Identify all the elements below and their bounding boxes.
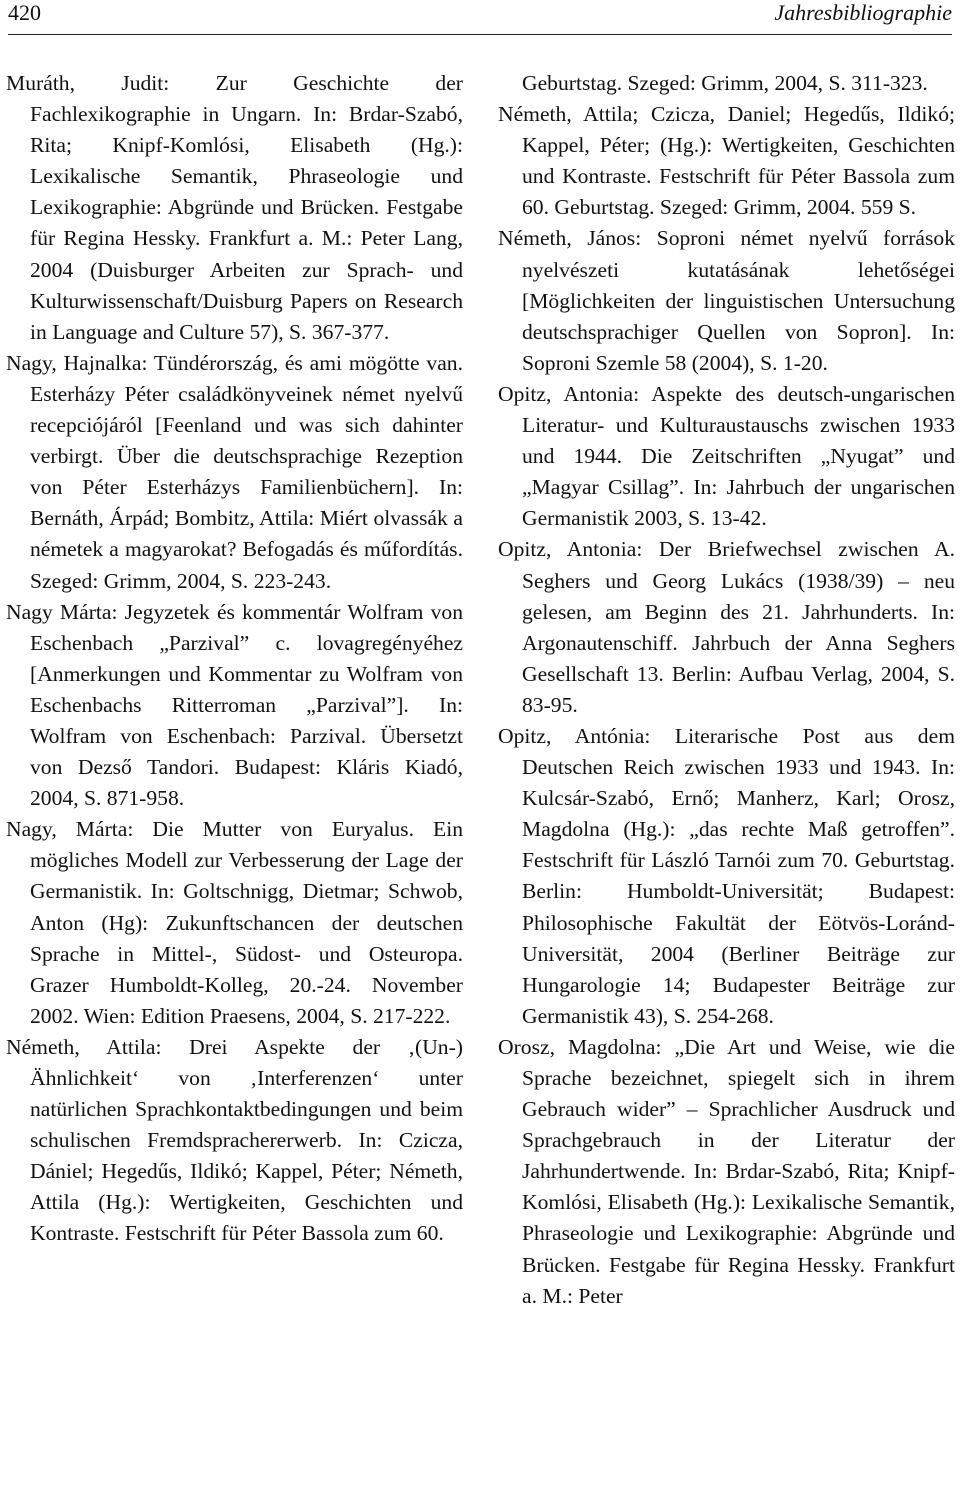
- bibliography-entry: Nagy, Hajnalka: Tündérország, és ami mögötte van. Esterházy Péter családkönyveinek német nyelvű recepciójáról [Feenland und was sich dahinter verbirgt. Über die deutschsprachige Rezeption von Péter Esterházys Familienbüchern]. In: Bernáth, Árpád; Bombitz, Attila: Miért olvassák a németek a magyarokat? Befogadás és műfordítás. Szeged: Grimm, 2004, S. 223-243.: [6, 350, 463, 593]
- running-title: Jahresbibliographie: [774, 0, 952, 25]
- bibliography-entry: Németh, János: Soproni német nyelvű források nyelvészeti kutatásának lehetőségei [Möglichkeiten der linguistischen Untersuchung deutschsprachiger Quellen von Sopron]. In: Soproni Szemle 58 (2004), S. 1-20.: [498, 226, 955, 375]
- bibliography-entry: Nagy, Márta: Die Mutter von Euryalus. Ein mögliches Modell zur Verbesserung der Lage der Germanistik. In: Goltschnigg, Dietmar; Schwob, Anton (Hg): Zukunftschancen der deutschen Sprache in Mittel-, Südost- und Osteuropa. Grazer Humboldt-Kolleg, 20.-24. November 2002. Wien: Edition Praesens, 2004, S. 217-222.: [6, 817, 463, 1028]
- page-number: 420: [8, 0, 41, 25]
- bibliography-entry: Muráth, Judit: Zur Geschichte der Fachlexikographie in Ungarn. In: Brdar-Szabó, Rita; Knipf-Komlósi, Elisabeth (Hg.): Lexikalische Semantik, Phraseologie und Lexikographie: Abgründe und Brücken. Festgabe für Regina Hessky. Frankfurt a. M.: Peter Lang, 2004 (Duisburger Arbeiten zur Sprach- und Kulturwissenschaft/Duisburg Papers on Research in Language and Culture 57), S. 367-377.: [6, 71, 463, 344]
- bibliography-entry: Nagy Márta: Jegyzetek és kommentár Wolfram von Eschenbach „Parzival” c. lovagregényéhez [Anmerkungen und Kommentar zu Wolfram von Eschenbachs Ritterroman „Parzival”]. In: Wolfram von Eschenbach: Parzival. Übersetzt von Dezső Tandori. Budapest: Kláris Kiadó, 2004, S. 871-958.: [6, 599, 463, 811]
- bibliography-entry: Németh, Attila; Czicza, Daniel; Hegedűs, Ildikó; Kappel, Péter; (Hg.): Wertigkeiten, Geschichten und Kontraste. Festschrift für Péter Bassola zum 60. Geburtstag. Szeged: Grimm, 2004. 559 S.: [498, 102, 955, 220]
- right-column: [498, 68, 955, 1312]
- bibliography-entry: Opitz, Antonia: Der Briefwechsel zwischen A. Seghers und Georg Lukács (1938/39) – neu gelesen, am Beginn des 21. Jahrhunderts. In: Argonautenschiff. Jahrbuch der Anna Seghers Gesellschaft 13. Berlin: Aufbau Verlag, 2004, S. 83-95.: [498, 537, 955, 717]
- page-header: [8, 0, 952, 28]
- bibliography-entry: Orosz, Magdolna: „Die Art und Weise, wie die Sprache bezeichnet, spiegelt sich in ihrem Gebrauch wider” – Sprachlicher Ausdruck und Sprachgebrauch in der Literatur der Jahrhundertwende. In: Brdar-Szabó, Rita; Knipf-Komlósi, Elisabeth (Hg.): Lexikalische Semantik, Phraseologie und Lexikographie: Abgründe und Brücken. Festgabe für Regina Hessky. Frankfurt a. M.: Peter: [498, 1034, 955, 1308]
- left-column: [6, 68, 463, 1250]
- bibliography-entry-continuation: Geburtstag. Szeged: Grimm, 2004, S. 311-323.: [522, 71, 928, 95]
- bibliography-entry: Opitz, Antónia: Literarische Post aus dem Deutschen Reich zwischen 1933 und 1943. In: Kulcsár-Szabó, Ernő; Manherz, Karl; Orosz, Magdolna (Hg.): „das rechte Maß getroffen”. Festschrift für László Tarnói zum 70. Geburtstag. Berlin: Humboldt-Universität; Budapest: Philosophische Fakultät der Eötvös-Loránd-Universität, 2004 (Berliner Beiträge zur Hungarologie 14; Budapester Beiträge zur Germanistik 43), S. 254-268.: [498, 723, 955, 1028]
- header-rule: [8, 34, 952, 35]
- bibliography-entry: Opitz, Antonia: Aspekte des deutsch-ungarischen Literatur- und Kulturaustauschs zwischen 1933 und 1944. Die Zeitschriften „Nyugat” und „Magyar Csillag”. In: Jahrbuch der ungarischen Germanistik 2003, S. 13-42.: [498, 381, 955, 531]
- bibliography-entry: Németh, Attila: Drei Aspekte der ‚(Un-) Ähnlichkeit‘ von ‚Interferenzen‘ unter natürlichen Sprachkontaktbedingungen und beim schulischen Fremdsprachererwerb. In: Czicza, Dániel; Hegedűs, Ildikó; Kappel, Péter; Németh, Attila (Hg.): Wertigkeiten, Geschichten und Kontraste. Festschrift für Péter Bassola zum 60.: [6, 1034, 463, 1246]
